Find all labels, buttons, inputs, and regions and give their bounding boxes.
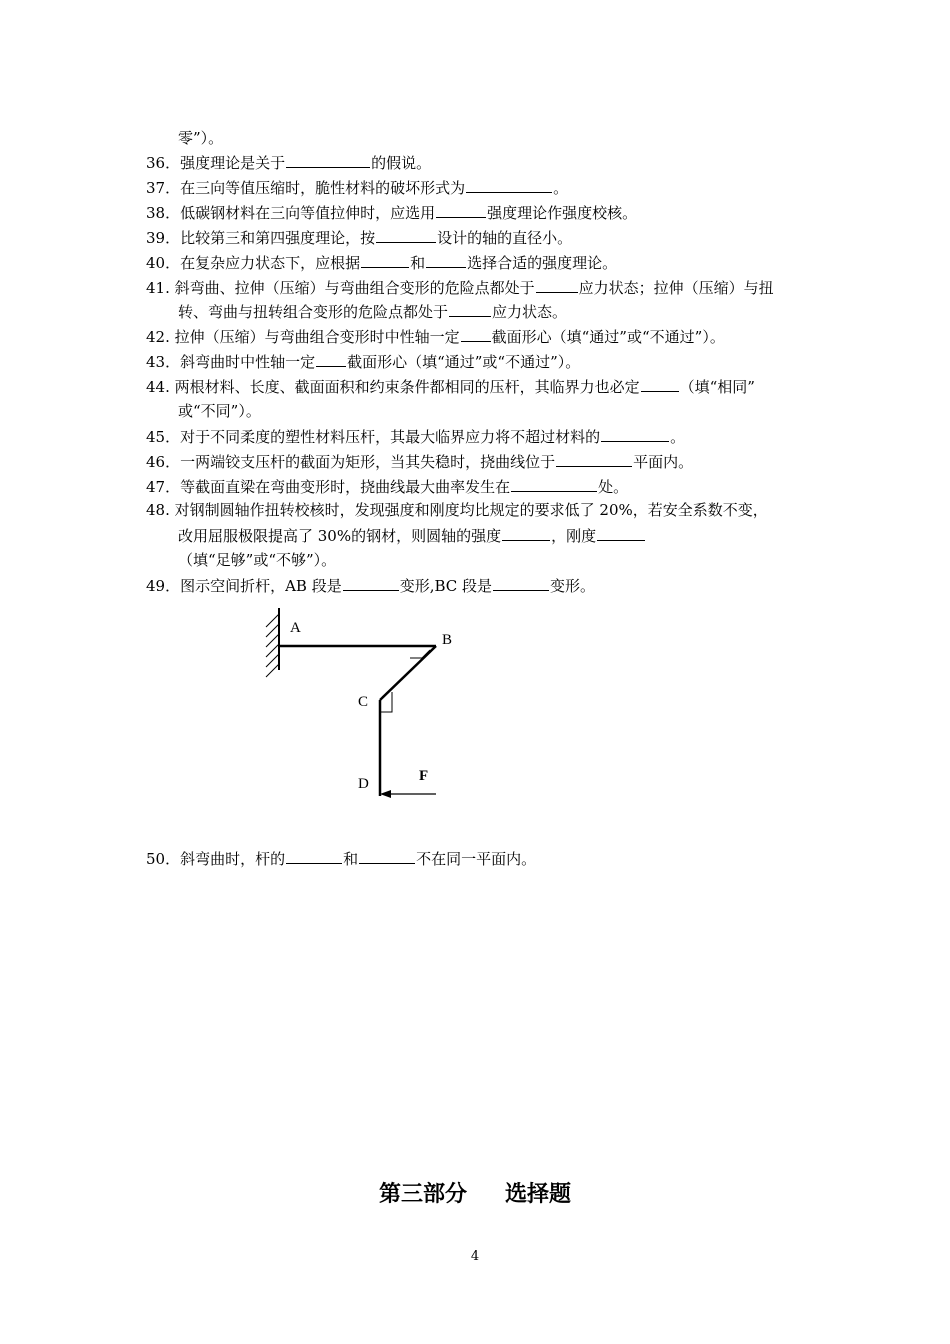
section-title: 第三部分 选择题 [378, 1182, 572, 1207]
question-38: 38．低碳钢材料在三向等值拉伸时，应选用 强度理论作强度校核。 [146, 204, 638, 222]
question-44: 44. 两根材料、长度、截面面积和约束条件都相同的压杆，其临界力也必定 （填“相同” [146, 378, 755, 396]
space-frame-diagram [258, 600, 458, 810]
answer-blank[interactable] [601, 426, 669, 442]
answer-blank[interactable] [316, 351, 346, 367]
answer-blank[interactable] [436, 202, 486, 218]
answer-blank[interactable] [361, 252, 409, 268]
answer-blank[interactable] [286, 848, 342, 864]
label-b: B [442, 632, 453, 648]
label-d: D [358, 776, 369, 792]
answer-blank[interactable] [556, 451, 632, 467]
question-36: 36．强度理论是关于 的假说。 [146, 154, 432, 172]
answer-blank[interactable] [359, 848, 415, 864]
answer-blank[interactable] [493, 575, 549, 591]
question-50: 50．斜弯曲时，杆的 和 不在同一平面内。 [146, 850, 537, 868]
answer-blank[interactable] [597, 525, 645, 541]
label-f: F [419, 768, 429, 784]
question-43: 43．斜弯曲时中性轴一定 截面形心（填“通过”或“不通过”）。 [146, 353, 581, 371]
question-49: 49．图示空间折杆，AB 段是 变形,BC 段是 变形。 [146, 577, 596, 595]
question-48-continued: 改用屈服极限提高了 30%的钢材，则圆轴的强度 ，刚度 [178, 525, 646, 546]
answer-blank[interactable] [536, 277, 578, 293]
question-37: 37．在三向等值压缩时，脆性材料的破坏形式为 。 [146, 179, 569, 197]
question-42: 42. 拉伸（压缩）与弯曲组合变形时中性轴一定 截面形心（填“通过”或“不通过”）。 [146, 328, 725, 346]
continuation-line: 零”）。 [178, 129, 224, 147]
answer-blank[interactable] [286, 152, 370, 168]
answer-blank[interactable] [426, 252, 466, 268]
answer-blank[interactable] [376, 227, 436, 243]
question-48-note: （填“足够”或“不够”）。 [178, 551, 337, 569]
question-40: 40．在复杂应力状态下，应根据 和 选择合适的强度理论。 [146, 254, 618, 272]
question-39: 39．比较第三和第四强度理论，按 设计的轴的直径小。 [146, 229, 573, 247]
force-arrowhead [380, 790, 391, 798]
answer-blank[interactable] [343, 575, 399, 591]
question-47: 47．等截面直梁在弯曲变形时，挠曲线最大曲率发生在 处。 [146, 478, 629, 496]
segment-bc [380, 646, 436, 700]
question-46: 46．一两端铰支压杆的截面为矩形，当其失稳时，挠曲线位于 平面内。 [146, 453, 694, 471]
question-48: 48. 对钢制圆轴作扭转校核时，发现强度和刚度均比规定的要求低了 20%，若安全系数不变， [146, 501, 768, 519]
answer-blank[interactable] [511, 476, 597, 492]
fixed-wall-support [266, 608, 279, 677]
answer-blank[interactable] [641, 376, 679, 392]
answer-blank[interactable] [466, 177, 552, 193]
question-41-continued: 转、弯曲与扭转组合变形的危险点都处于 应力状态。 [178, 303, 568, 321]
question-45: 45．对于不同柔度的塑性材料压杆，其最大临界应力将不超过材料的 。 [146, 428, 686, 446]
answer-blank[interactable] [502, 525, 550, 541]
question-41: 41. 斜弯曲、拉伸（压缩）与弯曲组合变形的危险点都处于 应力状态；拉伸（压缩）与扭 [146, 279, 774, 297]
answer-blank[interactable] [449, 301, 491, 317]
label-a: A [290, 620, 301, 636]
answer-blank[interactable] [461, 326, 491, 342]
question-44-continued: 或“不同”）。 [178, 402, 261, 420]
label-c: C [358, 694, 369, 710]
page-number: 4 [470, 1249, 480, 1264]
